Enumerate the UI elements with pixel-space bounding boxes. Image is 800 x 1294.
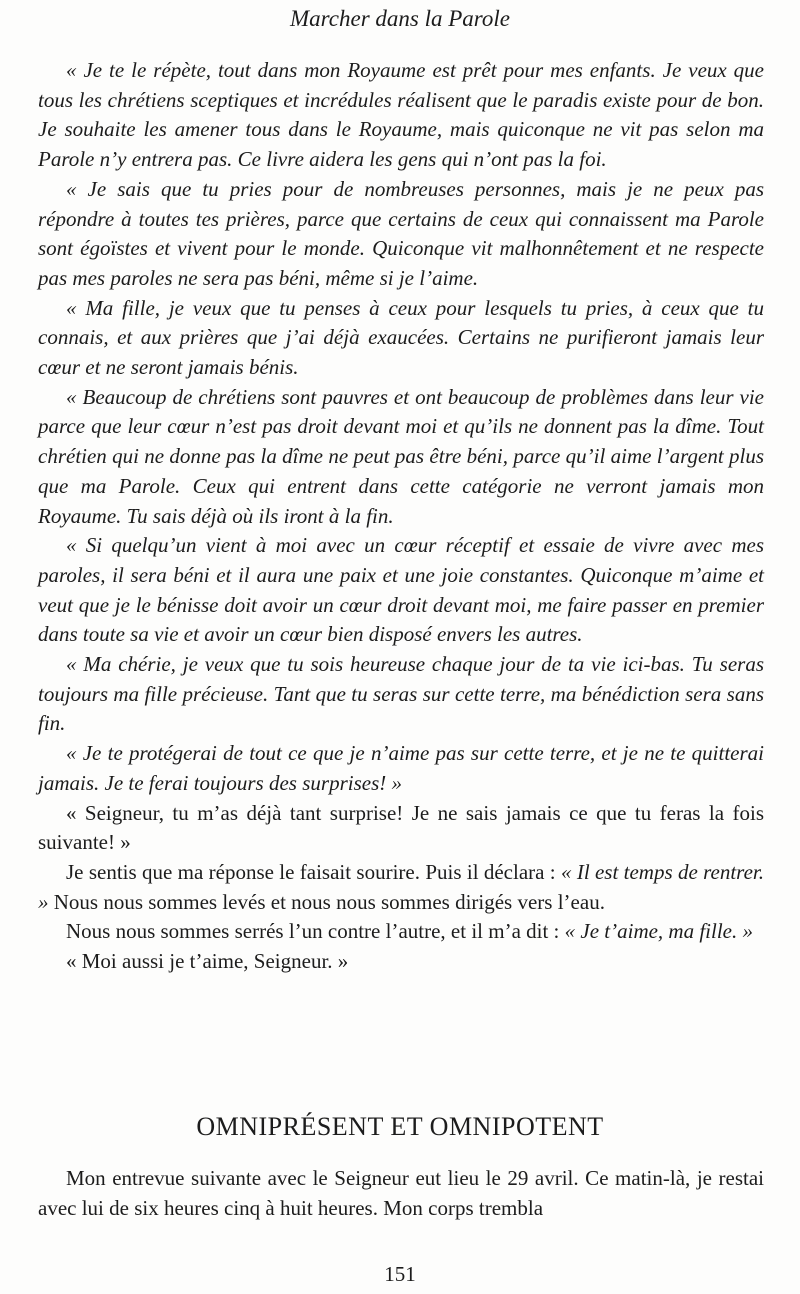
quoted-speech: « Je t’aime, ma fille. » — [564, 919, 754, 944]
paragraph — [38, 650, 764, 739]
paragraph — [38, 294, 764, 383]
paragraph: Mon entrevue suivante avec le Seigneur eut lieu le 29 avril. Ce matin-là, je restai avec lui de six heures cinq à huit heures. Mon corps trembla — [38, 1166, 764, 1220]
paragraph — [38, 947, 764, 977]
paragraph — [38, 383, 764, 532]
paragraph-text: « Ma fille, je veux que tu penses à ceux pour lesquels tu pries, à ceux que tu connais, et aux prières que j’ai déjà exaucées. Certains ne purifieront jamais leur cœur et ne seront jamais bénis. — [38, 295, 764, 380]
quoted-speech: « Il est temps de rentrer. » — [38, 859, 764, 914]
paragraph — [38, 175, 764, 294]
paragraph-text: « Beaucoup de chrétiens sont pauvres et ont beaucoup de problèmes dans leur vie parce que leur cœur n’est pas droit devant moi et qu’ils ne donnent pas la dîme. Tout chrétien qui ne donne pas la dîme ne peut pas être béni, parce qu’il aime l’argent plus que ma Parole. Ceux qui entrent dans cette catégorie ne verront jamais mon Royaume. Tu sais déjà où ils iront à la fin. — [38, 384, 764, 528]
paragraph-text: Nous nous sommes serrés l’un contre l’autre, et il m’a dit : — [66, 919, 565, 944]
page-number: 151 — [384, 1262, 416, 1286]
paragraph-text: « Moi aussi je t’aime, Seigneur. » — [66, 949, 349, 974]
paragraph — [38, 739, 764, 798]
paragraph-text: Nous nous sommes levés et nous nous sommes dirigés vers l’eau. — [48, 889, 605, 914]
paragraph-text: « Je te protégerai de tout ce que je n’aime pas sur cette terre, et je ne te quitterai jamais. Je te ferai toujours des surprises! » — [38, 741, 764, 795]
closing-text — [38, 1164, 764, 1223]
paragraph — [38, 799, 764, 858]
paragraph-text: « Si quelqu’un vient à moi avec un cœur réceptif et essaie de vivre avec mes paroles, il sera béni et il aura une paix et une joie constantes. Quiconque m’aime et veut que je le bénisse doit avoir un cœur droit devant moi, me faire passer en premier dans toute sa vie et avoir un cœur bien disposé envers les autres. — [38, 533, 764, 647]
paragraph-text: « Je te le répète, tout dans mon Royaume est prêt pour mes enfants. Je veux que tous les chrétiens sceptiques et incrédules réalisent que le paradis existe pour de bon. Je souhaite les amener tous dans le Royaume, mais quiconque ne vit pas selon ma Parole n’y entrera pas. Ce livre aidera les gens qui n’ont pas la foi. — [38, 58, 764, 172]
paragraph-text: « Je sais que tu pries pour de nombreuses personnes, mais je ne peux pas répondre à toutes tes prières, parce que certains de ceux qui connaissent ma Parole sont égoïstes et vivent pour le monde. Quiconque vit malhonnêtement et ne respecte pas mes paroles ne sera pas béni, même si je l’aime. — [38, 176, 764, 290]
paragraph-text: « Seigneur, tu m’as déjà tant surprise! Je ne sais jamais ce que tu feras la fois suivante! » — [38, 800, 764, 855]
paragraph-text: « Ma chérie, je veux que tu sois heureuse chaque jour de ta vie ici-bas. Tu seras toujours ma fille précieuse. Tant que tu seras sur cette terre, ma bénédiction sera sans fin. — [38, 652, 764, 736]
running-head: Marcher dans la Parole — [290, 6, 510, 31]
body-text — [38, 56, 764, 977]
paragraph — [38, 917, 764, 947]
section-title: OMNIPRÉSENT ET OMNIPOTENT — [196, 1112, 604, 1141]
paragraph — [38, 531, 764, 650]
paragraph — [38, 56, 764, 175]
paragraph — [38, 858, 764, 917]
paragraph-text: Je sentis que ma réponse le faisait sourire. Puis il déclara : — [66, 859, 561, 884]
